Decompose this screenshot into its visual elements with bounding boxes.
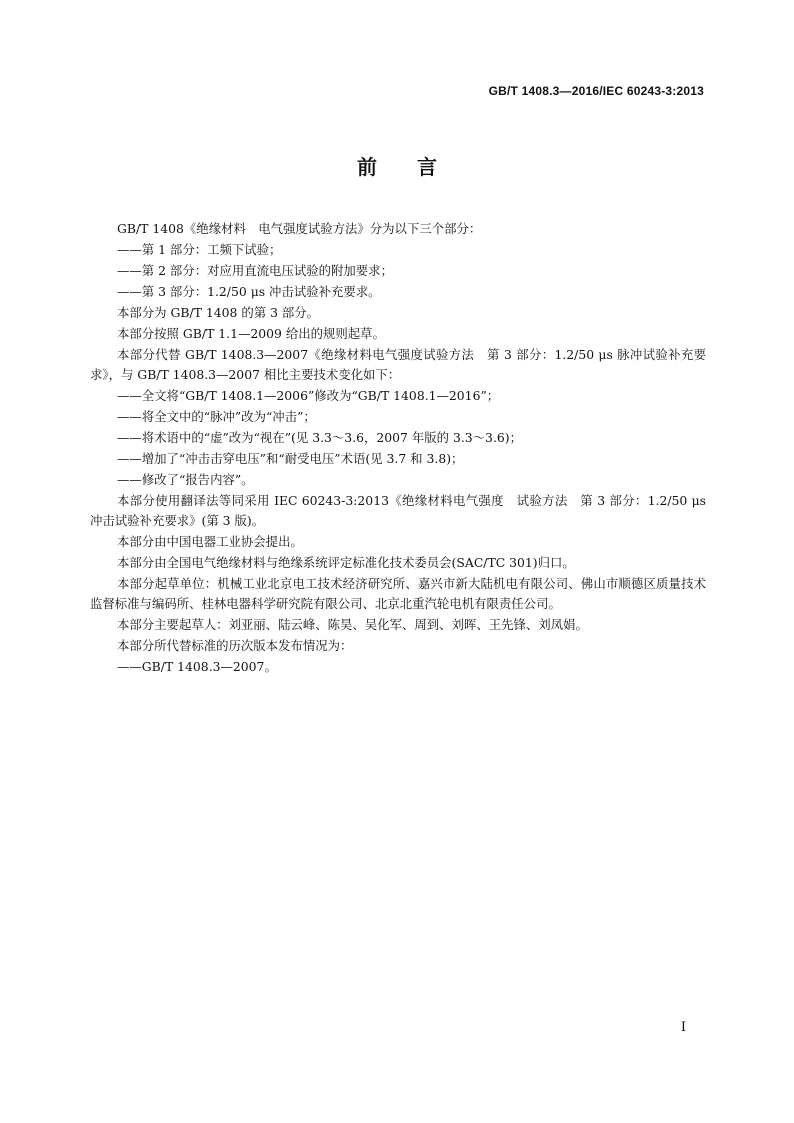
list-item: ——GB/T 1408.3—2007。 [117, 659, 277, 674]
paragraph: 本部分为 GB/T 1408 的第 3 部分。 [117, 305, 320, 320]
list-item: ——第 2 部分：对应用直流电压试验的附加要求； [117, 263, 393, 278]
page-number: I [680, 1020, 686, 1035]
page-title-char-1: 前 [357, 155, 377, 179]
paragraph: 本部分按照 GB/T 1.1—2009 给出的规则起草。 [117, 326, 385, 341]
paragraph: 本部分由全国电气绝缘材料与绝缘系统评定标准化技术委员会(SAC/TC 301)归口。 [117, 555, 575, 570]
list-item: ——将全文中的“脉冲”改为“冲击”； [117, 409, 316, 424]
paragraph: 本部分使用翻译法等同采用 IEC 60243-3:2013《绝缘材料电气强度 试验方法 第 3 部分：1.2/50 μs 冲击试验补充要求》(第 3 版)。 [90, 492, 706, 528]
list-item: ——修改了“报告内容”。 [117, 472, 254, 487]
paragraph: 本部分所代替标准的历次版本发布情况为： [117, 638, 353, 653]
paragraph: 本部分由中国电器工业协会提出。 [117, 534, 303, 549]
paragraph: 本部分起草单位：机械工业北京电工技术经济研究所、嘉兴市新大陆机电有限公司、佛山市顺德区质量技术监督标准与编码所、桂林电器科学研究院有限公司、北京北重汽轮电机有限责任公司。 [90, 575, 706, 611]
list-item: ——全文将“GB/T 1408.1—2006”修改为“GB/T 1408.1—2016”； [117, 388, 500, 403]
paragraph: 本部分主要起草人：刘亚丽、陆云峰、陈昊、吴化军、周到、刘晖、王先锋、刘凤娟。 [117, 617, 588, 632]
list-item: ——将术语中的“虚”改为“视在”(见 3.3～3.6，2007 年版的 3.3～3.6)； [117, 430, 522, 445]
list-item: ——第 1 部分：工频下试验； [117, 242, 282, 257]
foreword-body [90, 218, 706, 677]
page-title [0, 151, 794, 180]
standard-code-header: GB/T 1408.3—2016/IEC 60243-3:2013 [488, 84, 704, 98]
page-title-char-2: 言 [417, 155, 437, 179]
list-item: ——增加了“冲击击穿电压”和“耐受电压”术语(见 3.7 和 3.8)； [117, 451, 464, 466]
list-item: ——第 3 部分：1.2/50 μs 冲击试验补充要求。 [117, 284, 381, 299]
paragraph: 本部分代替 GB/T 1408.3—2007《绝缘材料电气强度试验方法 第 3 部分：1.2/50 μs 脉冲试验补充要求》，与 GB/T 1408.3—2007 相比主要技术变化如下： [90, 346, 706, 382]
paragraph: GB/T 1408《绝缘材料 电气强度试验方法》分为以下三个部分： [117, 221, 482, 236]
